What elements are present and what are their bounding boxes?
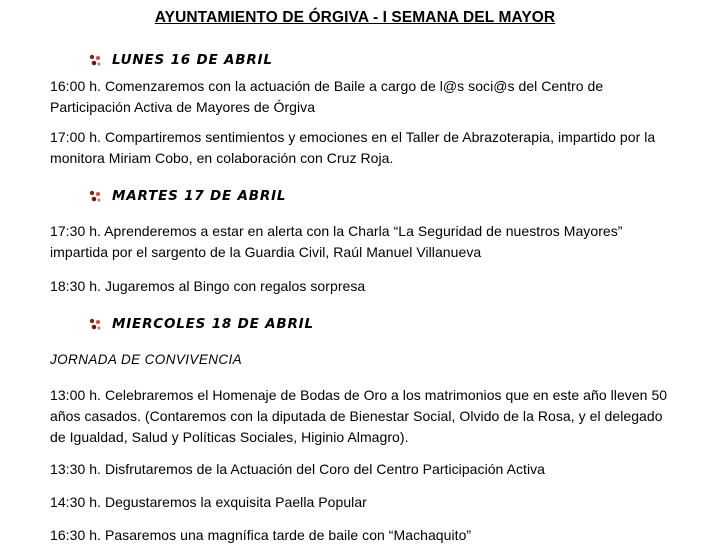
day-label: LUNES 16 DE ABRIL	[112, 52, 273, 68]
event-paragraph: 18:30 h. Jugaremos al Bingo con regalos sorpresa	[50, 278, 366, 294]
event-paragraph: 16:30 h. Pasaremos una magnífica tarde de baile con “Machaquito”	[50, 527, 472, 543]
day-heading-miercoles	[88, 313, 314, 335]
day-heading-martes	[88, 185, 286, 207]
decorative-bullet-icon	[88, 317, 102, 331]
event-paragraph: 16:00 h. Comenzaremos con la actuación de Baile a cargo de l@s soci@s del Centro de Participación Activa de Mayores de Órgiva	[50, 78, 604, 115]
day-label: MARTES 17 DE ABRIL	[112, 188, 287, 204]
event-paragraph: 14:30 h. Degustaremos la exquisita Paella Popular	[50, 494, 367, 510]
event-paragraph: 13:30 h. Disfrutaremos de la Actuación del Coro del Centro Participación Activa	[50, 461, 545, 477]
day-heading-lunes	[88, 49, 273, 71]
decorative-bullet-icon	[88, 189, 102, 203]
day-label: MIERCOLES 18 DE ABRIL	[112, 316, 314, 332]
day-subtitle: JORNADA DE CONVIVENCIA	[50, 352, 243, 367]
decorative-bullet-icon	[88, 53, 102, 67]
event-paragraph: 13:00 h. Celebraremos el Homenaje de Bodas de Oro a los matrimonios que en este año lleven 50 años casados. (Contaremos con la diputada de Bienestar Social, Olvido de la Rosa, y el delegado de Igualdad, Salud y Políticas Sociales, Higinio Almagro).	[50, 387, 668, 445]
event-paragraph: 17:30 h. Aprenderemos a estar en alerta con la Charla “La Seguridad de nuestros Mayores” impartida por el sargento de la Guardia Civil, Raúl Manuel Villanueva	[50, 223, 623, 260]
event-paragraph: 17:00 h. Compartiremos sentimientos y emociones en el Taller de Abrazoterapia, impartido por la monitora Miriam Cobo, en colaboración con Cruz Roja.	[50, 129, 656, 166]
document-title: AYUNTAMIENTO DE ÓRGIVA - I SEMANA DEL MAYOR	[154, 9, 556, 26]
